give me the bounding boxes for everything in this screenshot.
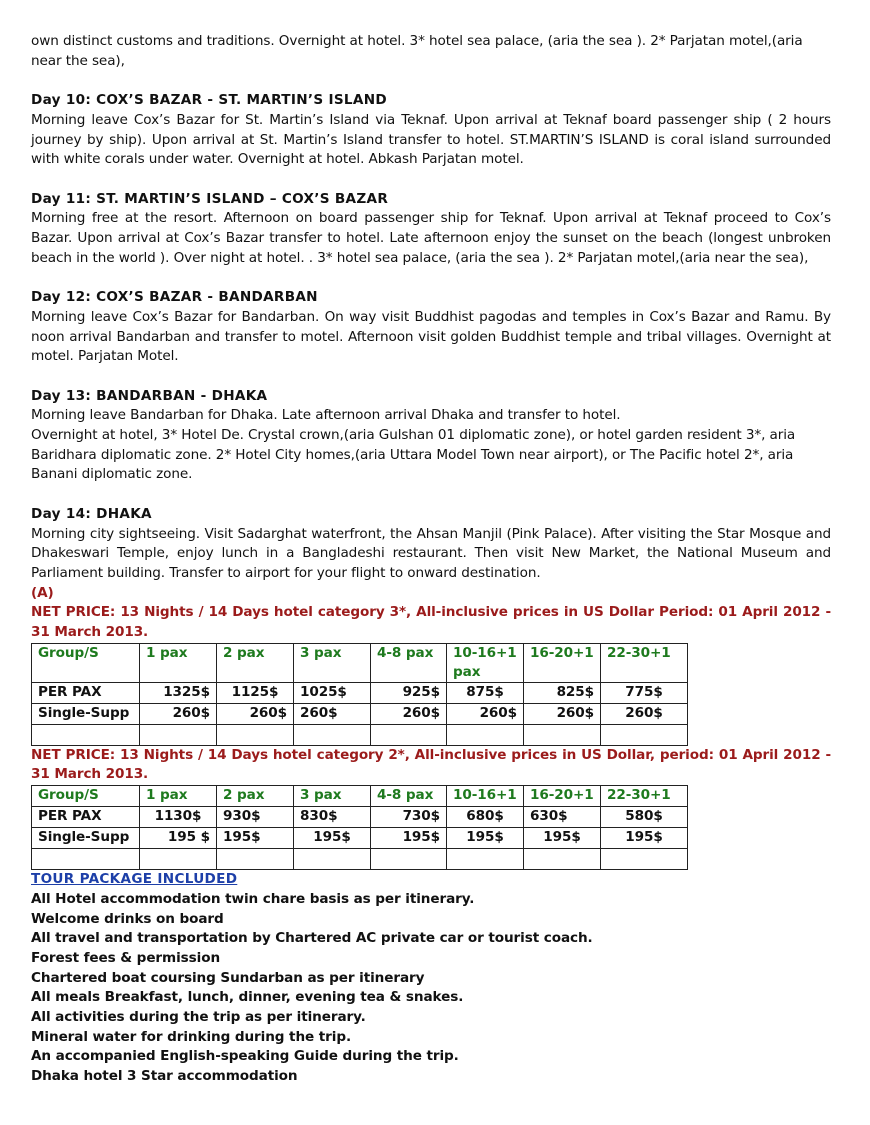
row-label: PER PAX: [32, 682, 140, 703]
row-label: Single-Supp: [32, 703, 140, 724]
price-cell: 260$: [217, 703, 294, 724]
included-item: All meals Breakfast, lunch, dinner, evening tea & snakes.: [31, 989, 464, 1006]
price-cell: 195$: [371, 828, 447, 849]
itinerary-document: [31, 32, 831, 1087]
header-cell: 1 pax: [140, 786, 217, 807]
price-table-2star: [31, 785, 688, 870]
net-price-3star-title: NET PRICE: 13 Nights / 14 Days hotel category 3*, All-inclusive prices in US Dollar Period: 01 April 2012 - 31 March 2013.: [31, 604, 831, 641]
included-item: Mineral water for drinking during the trip.: [31, 1028, 352, 1045]
table-row: [32, 807, 688, 828]
price-cell: 830$: [294, 807, 371, 828]
row-label: Single-Supp: [32, 828, 140, 849]
price-cell: 1130$: [140, 807, 217, 828]
table-row: [32, 703, 688, 724]
price-cell: 925$: [371, 682, 447, 703]
table-row-empty: [32, 849, 688, 870]
included-item: Chartered boat coursing Sundarban as per itinerary: [31, 969, 425, 986]
price-cell: 875$: [447, 682, 524, 703]
included-item: Dhaka hotel 3 Star accommodation: [31, 1068, 298, 1085]
intro-line-1: own distinct customs and traditions. Overnight at hotel. 3* hotel sea palace, (aria the sea ). 2* Parjatan motel,(aria: [31, 33, 803, 49]
header-cell: 22-30+1: [601, 786, 688, 807]
intro-line-2: near the sea),: [31, 52, 125, 69]
price-cell: 1125$: [217, 682, 294, 703]
price-cell: 195$: [447, 828, 524, 849]
day-11-text: Morning free at the resort. Afternoon on board passenger ship for Teknaf. Upon arrival at Teknaf proceed to Cox’s Bazar. Upon arrival at Cox’s Bazar transfer to hotel. Late afternoon enjoy the sunset on the beach (longest unbroken beach in the world ). Over night at hotel. . 3* hotel sea palace, (aria the sea ). 2* Parjatan motel,(aria near the sea),: [31, 210, 831, 266]
header-cell: 2 pax: [217, 643, 294, 682]
price-cell: 260$: [371, 703, 447, 724]
included-item: An accompanied English-speaking Guide during the trip.: [31, 1048, 459, 1065]
table-row-empty: [32, 724, 688, 745]
header-cell: 16-20+1: [524, 786, 601, 807]
header-cell: 16-20+1: [524, 643, 601, 682]
day-14-text: Morning city sightseeing. Visit Sadarghat waterfront, the Ahsan Manjil (Pink Palace). After visiting the Star Mosque and Dhakeswari Temple, enjoy lunch in a Bangladeshi restaurant. Then visit New Market, the National Museum and Parliament building. Transfer to airport for your flight to onward destination.: [31, 525, 831, 581]
table-header-row: [32, 786, 688, 807]
price-cell: 260$: [447, 703, 524, 724]
day-12-heading: Day 12: COX’S BAZAR - BANDARBAN: [31, 289, 318, 306]
price-cell: 195$: [524, 828, 601, 849]
header-cell: 3 pax: [294, 643, 371, 682]
table-row: [32, 828, 688, 849]
row-label: PER PAX: [32, 807, 140, 828]
header-cell: 4-8 pax: [371, 643, 447, 682]
price-cell: 195 $: [140, 828, 217, 849]
net-price-2star-title: NET PRICE: 13 Nights / 14 Days hotel category 2*, All-inclusive prices in US Dollar, period: 01 April 2012 - 31 March 2013.: [31, 746, 831, 783]
header-cell: 3 pax: [294, 786, 371, 807]
included-item: Forest fees & permission: [31, 949, 221, 966]
price-cell: 260$: [524, 703, 601, 724]
header-cell: 1 pax: [140, 643, 217, 682]
day-10-heading: Day 10: COX’S BAZAR - ST. MARTIN’S ISLAND: [31, 92, 387, 109]
price-cell: 195$: [294, 828, 371, 849]
day-11-heading: Day 11: ST. MARTIN’S ISLAND – COX’S BAZAR: [31, 190, 389, 207]
price-cell: 630$: [524, 807, 601, 828]
included-item: All activities during the trip as per itinerary.: [31, 1009, 366, 1026]
price-cell: 1325$: [140, 682, 217, 703]
price-cell: 825$: [524, 682, 601, 703]
included-item: Welcome drinks on board: [31, 910, 224, 927]
price-table-3star: [31, 643, 688, 746]
price-cell: 930$: [217, 807, 294, 828]
included-item: All Hotel accommodation twin chare basis as per itinerary.: [31, 890, 475, 907]
header-cell: 10-16+1: [447, 786, 524, 807]
header-cell: 22-30+1: [601, 643, 688, 682]
price-cell: 195$: [217, 828, 294, 849]
price-cell: 580$: [601, 807, 688, 828]
included-item: All travel and transportation by Chartered AC private car or tourist coach.: [31, 930, 593, 947]
day-13-heading: Day 13: BANDARBAN - DHAKA: [31, 387, 268, 404]
tour-package-included-title: TOUR PACKAGE INCLUDED: [31, 871, 238, 888]
price-cell: 260$: [140, 703, 217, 724]
price-cell: 260$: [294, 703, 371, 724]
price-cell: 775$: [601, 682, 688, 703]
price-cell: 680$: [447, 807, 524, 828]
header-cell: 4-8 pax: [371, 786, 447, 807]
day-13-text-hotels: Overnight at hotel, 3* Hotel De. Crystal crown,(aria Gulshan 01 diplomatic zone), or hotel garden resident 3*, aria Baridhara diplomatic zone. 2* Hotel City homes,(aria Uttara Model Town near airport), or The Pacific hotel 2*, aria Banani diplomatic zone.: [31, 427, 796, 483]
price-cell: 195$: [601, 828, 688, 849]
header-cell: 10-16+1 pax: [447, 643, 524, 682]
price-cell: 1025$: [294, 682, 371, 703]
day-12-text: Morning leave Cox’s Bazar for Bandarban. On way visit Buddhist pagodas and temples in Cox’s Bazar and Ramu. By noon arrival Bandarban and transfer to motel. Afternoon visit golden Buddhist temple and tribal villages. Overnight at motel. Parjatan Motel.: [31, 308, 831, 365]
day-10-text: Morning leave Cox’s Bazar for St. Martin’s Island via Teknaf. Upon arrival at Teknaf board passenger ship ( 2 hours journey by ship). Upon arrival at St. Martin’s Island transfer to hotel. ST.MARTIN’S ISLAND is coral island surrounded with white corals under water. Overnight at hotel. Abkash Parjatan motel.: [31, 111, 831, 168]
header-cell: Group/S: [32, 786, 140, 807]
day-14-heading: Day 14: DHAKA: [31, 505, 152, 522]
header-cell: 2 pax: [217, 786, 294, 807]
table-row: [32, 682, 688, 703]
table-header-row: [32, 643, 688, 682]
section-a-label: (A): [31, 584, 54, 601]
header-cell: Group/S: [32, 643, 140, 682]
price-cell: 730$: [371, 807, 447, 828]
day-13-text: Morning leave Bandarban for Dhaka. Late afternoon arrival Dhaka and transfer to hotel.: [31, 407, 621, 424]
price-cell: 260$: [601, 703, 688, 724]
